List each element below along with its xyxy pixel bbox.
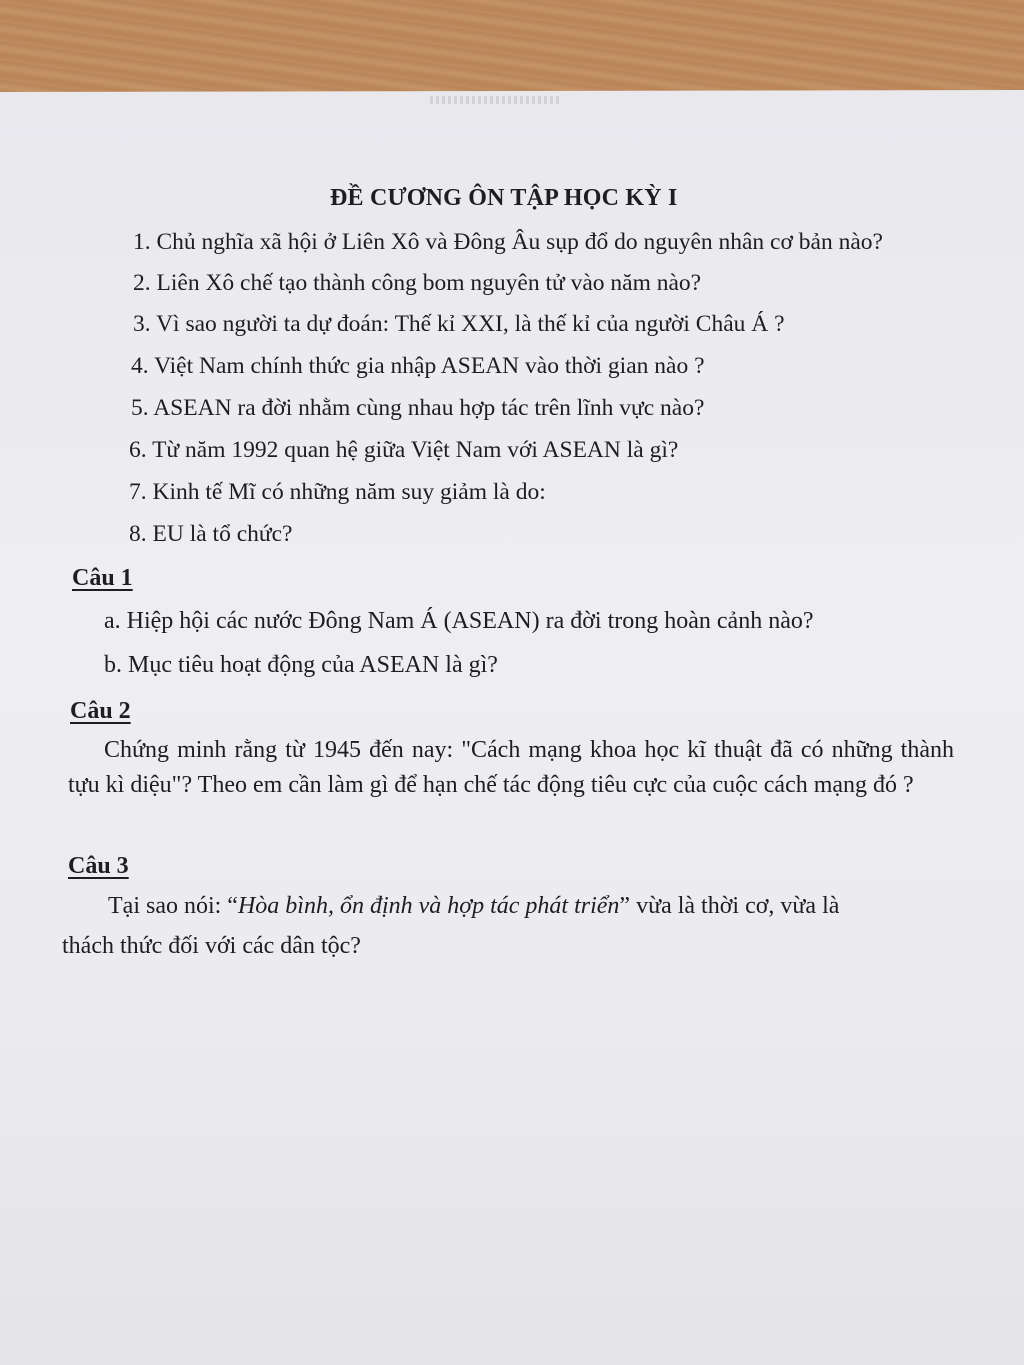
cau-1-heading: Câu 1: [72, 565, 133, 591]
cau-3-heading: Câu 3: [68, 853, 129, 879]
cau-1-b: b. Mục tiêu hoạt động của ASEAN là gì?: [104, 652, 498, 678]
document-title: ĐỀ CƯƠNG ÔN TẬP HỌC KỲ I: [330, 185, 678, 211]
question-4: 4. Việt Nam chính thức gia nhập ASEAN vào thời gian nào ?: [131, 353, 705, 379]
cau-3-suffix: ” vừa là thời cơ, vừa là: [619, 893, 840, 919]
question-7: 7. Kinh tế Mĩ có những năm suy giảm là do:: [129, 479, 546, 505]
question-8: 8. EU là tổ chức?: [129, 521, 293, 547]
cau-3-prefix: Tại sao nói: “: [108, 893, 238, 919]
question-6: 6. Từ năm 1992 quan hệ giữa Việt Nam với ASEAN là gì?: [129, 437, 679, 463]
cau-3-italic-quote: Hòa bình, ổn định và hợp tác phát triển: [237, 893, 620, 919]
cau-2-heading: Câu 2: [70, 698, 131, 724]
cau-1-a: a. Hiệp hội các nước Đông Nam Á (ASEAN) ra đời trong hoàn cảnh nào?: [104, 608, 814, 634]
cau-2-text: Chứng minh rằng từ 1945 đến nay: "Cách mạng khoa học kĩ thuật đã có những thành tựu kì diệu"? Theo em cần làm gì để hạn chế tác động tiêu cực của cuộc cách mạng đó ?: [68, 737, 954, 798]
question-3: 3. Vì sao người ta dự đoán: Thế kỉ XXI, là thế kỉ của người Châu Á ?: [133, 311, 785, 337]
question-2: 2. Liên Xô chế tạo thành công bom nguyên tử vào năm nào?: [133, 270, 702, 296]
cau-3-line-2: thách thức đối với các dân tộc?: [62, 933, 361, 959]
question-1: 1. Chủ nghĩa xã hội ở Liên Xô và Đông Âu sụp đổ do nguyên nhân cơ bản nào?: [133, 229, 883, 255]
question-5: 5. ASEAN ra đời nhằm cùng nhau hợp tác trên lĩnh vực nào?: [131, 395, 705, 421]
cau-3-line-1: [108, 889, 839, 924]
